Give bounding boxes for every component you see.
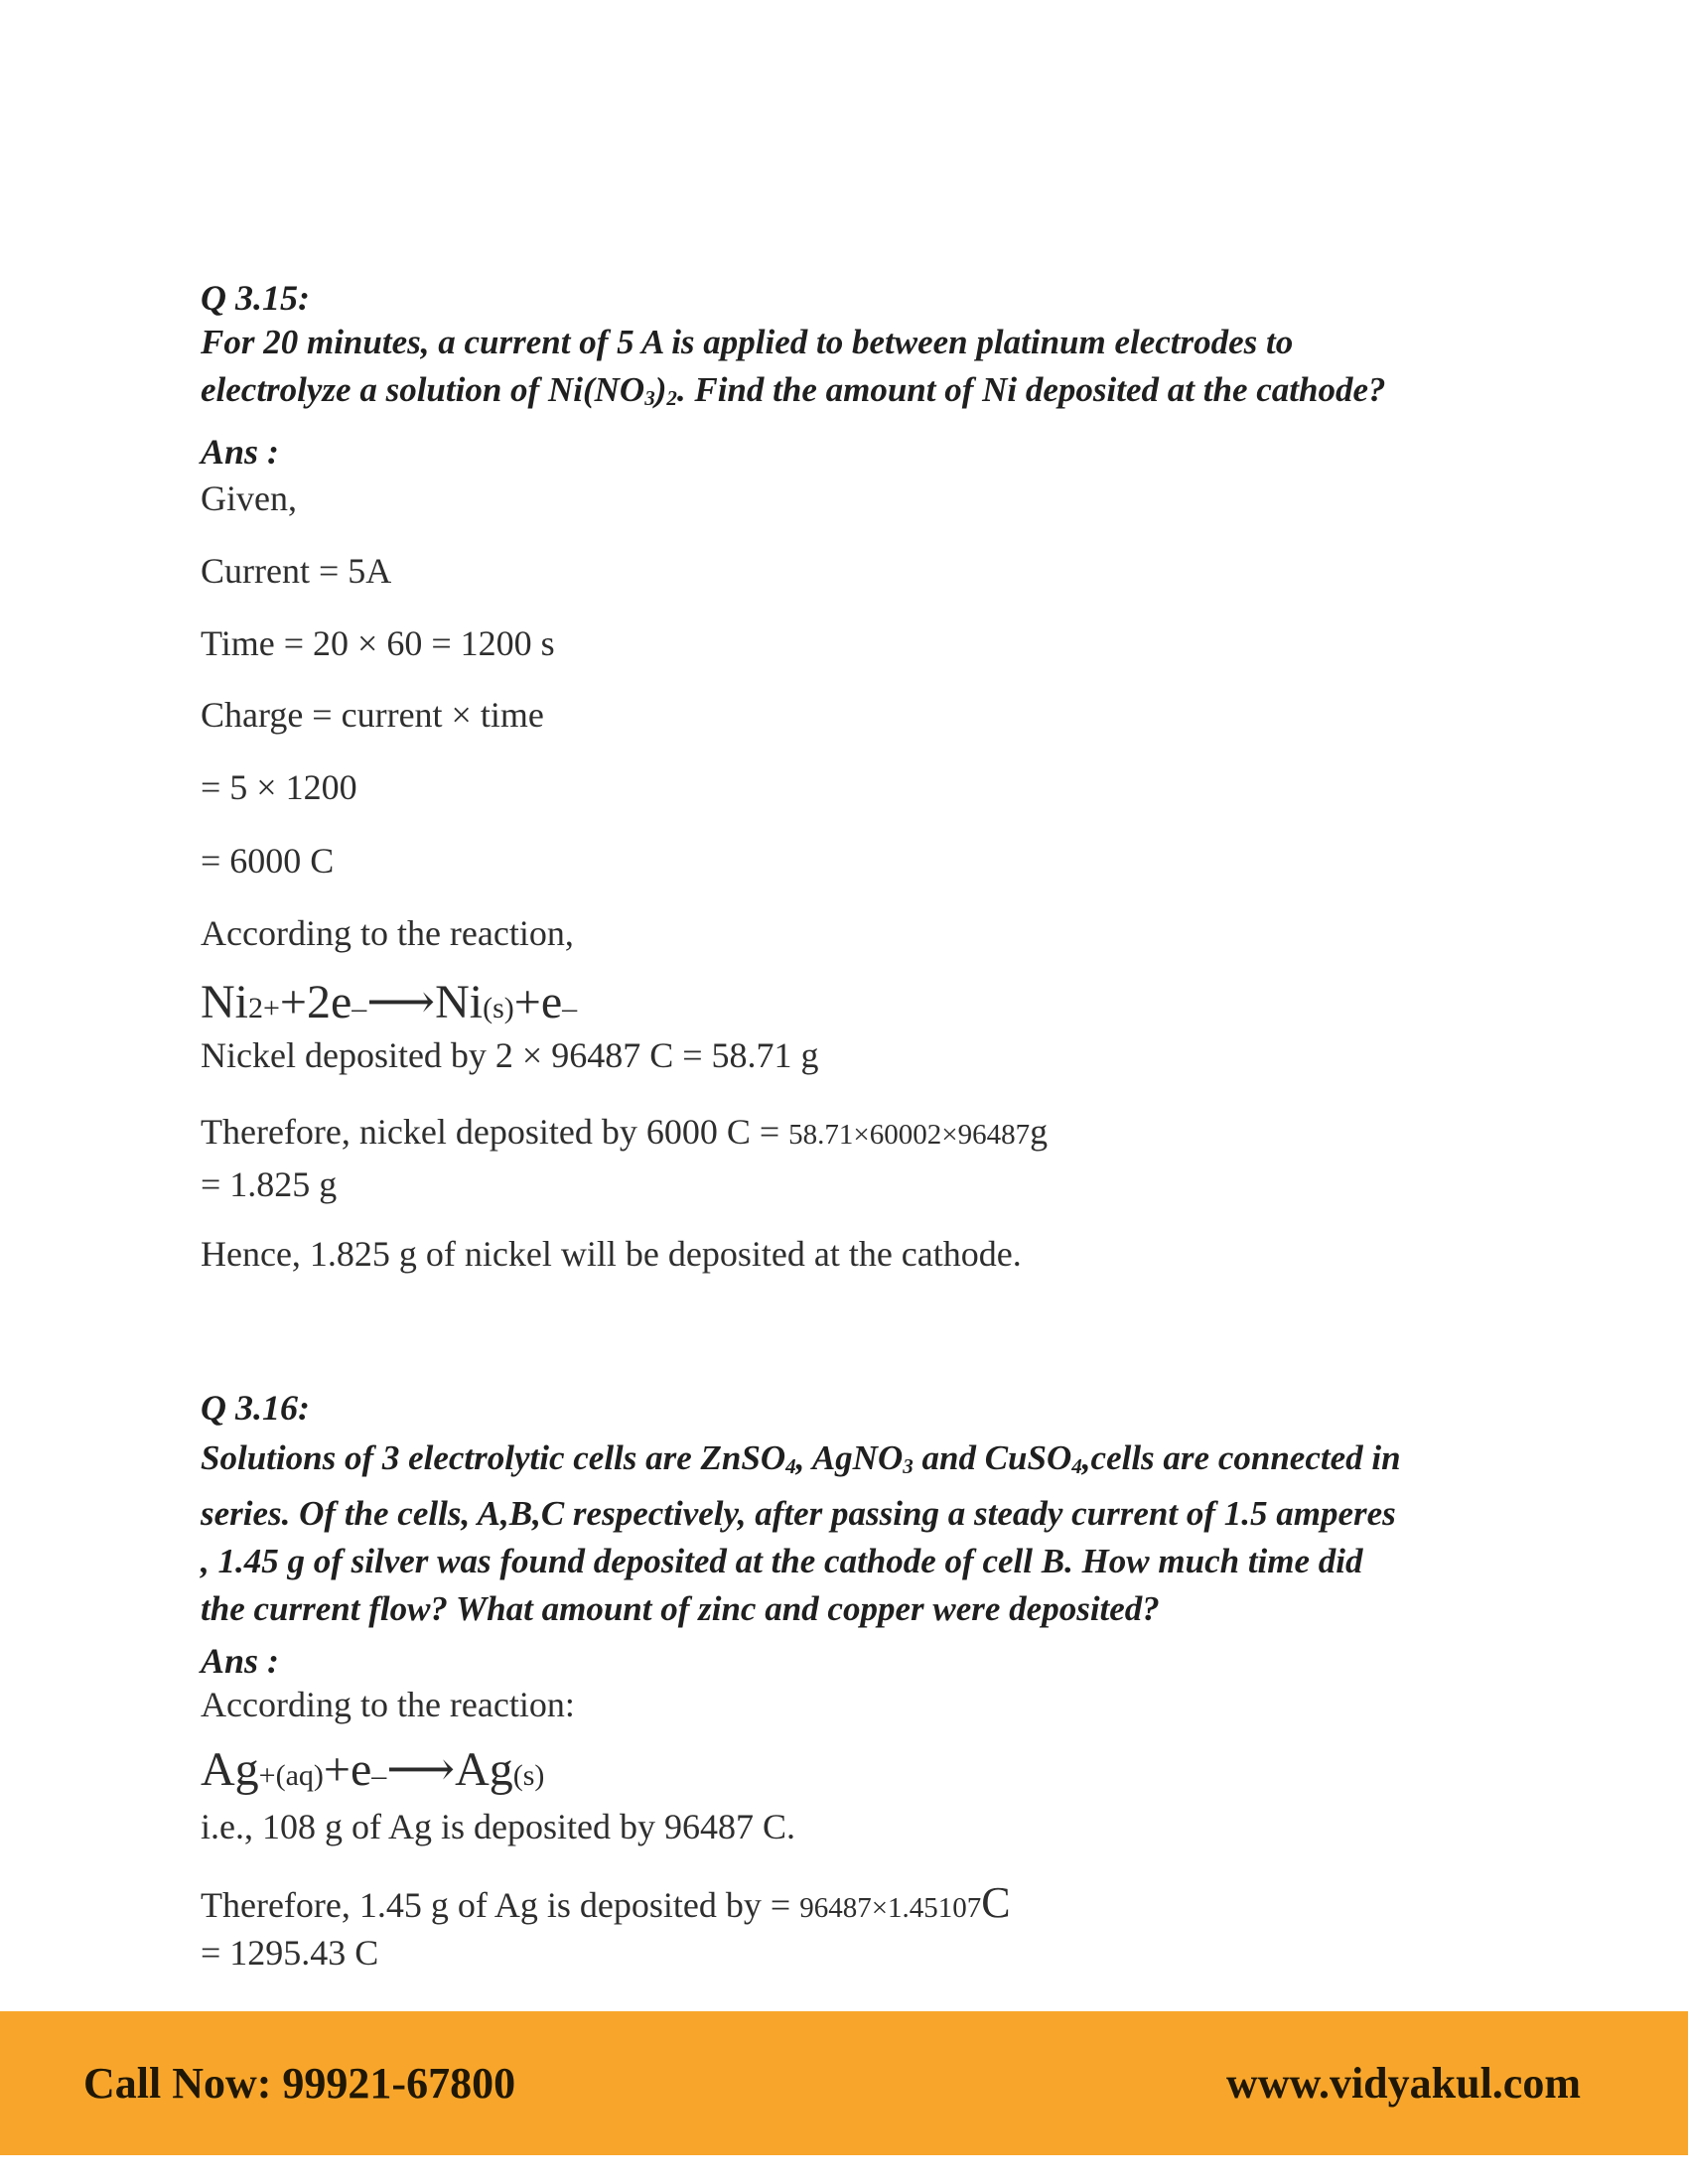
equation-charge: 2+: [248, 992, 280, 1024]
q315-ans-label: Ans :: [201, 432, 280, 472]
q315-hence-line: Hence, 1.825 g of nickel will be deposited at the cathode.: [201, 1234, 1022, 1274]
q316-therefore-line: [201, 1878, 1011, 1927]
q315-therefore-line: [201, 1114, 1048, 1150]
equation-charge-state: +(aq): [258, 1759, 324, 1792]
q316-question-line2: series. Of the cells, A,B,C respectively, after passing a steady current of 1.5 amperes: [201, 1494, 1396, 1533]
equation-part: +2e: [279, 976, 352, 1028]
q316-question: [201, 1434, 1401, 1633]
q316-question-line1-text: and CuSO: [913, 1438, 1072, 1477]
q316-question-line1-text: , AgNO: [795, 1438, 904, 1477]
q315-heading: Q 3.15:: [201, 278, 310, 318]
q316-result-line: = 1295.43 C: [201, 1933, 379, 1973]
q315-question: [201, 319, 1385, 422]
therefore-unit: g: [1030, 1112, 1049, 1152]
q316-according-line: According to the reaction:: [201, 1685, 575, 1724]
chem-subscript: 4: [785, 1454, 796, 1478]
q315-question-line1: For 20 minutes, a current of 5 A is applied to between platinum electrodes to: [201, 323, 1294, 361]
q315-current-line: Current = 5A: [201, 551, 392, 591]
q315-calc-line2: = 6000 C: [201, 841, 335, 881]
q316-question-line4: the current flow? What amount of zinc and copper were deposited?: [201, 1589, 1160, 1628]
footer-phone: Call Now: 99921-67800: [83, 2059, 516, 2108]
q316-heading: Q 3.16:: [201, 1388, 310, 1428]
chem-subscript: 4: [1071, 1454, 1082, 1478]
therefore-unit: C: [981, 1878, 1011, 1927]
equation-part: Ni: [201, 976, 248, 1028]
q315-charge-line: Charge = current × time: [201, 695, 544, 735]
q315-given-label: Given,: [201, 478, 297, 518]
q316-question-line1-text: Solutions of 3 electrolytic cells are ZnSO: [201, 1438, 786, 1477]
equation-state-label: (s): [483, 992, 514, 1024]
equation-electron-sign: –: [371, 1759, 387, 1792]
therefore-lead: Therefore, 1.45 g of Ag is deposited by =: [201, 1885, 800, 1925]
q315-result-line: = 1.825 g: [201, 1164, 338, 1204]
silver-reaction-equation: [201, 1743, 545, 1796]
q316-question-line1: [201, 1434, 1401, 1490]
q316-question-line1-text: ,cells are connected in: [1081, 1438, 1401, 1477]
q315-question-line2-text: electrolyze a solution of Ni(NO: [201, 370, 645, 409]
q316-question-line3: , 1.45 g of silver was found deposited at the cathode of cell B. How much time did: [201, 1542, 1363, 1580]
equation-electron-sign: –: [352, 992, 367, 1024]
equation-state-label: (s): [512, 1759, 545, 1792]
footer-website: www.vidyakul.com: [1226, 2059, 1581, 2108]
equation-part: Ag: [201, 1743, 259, 1796]
chem-subscript: 3: [903, 1454, 914, 1478]
equation-arrow-and-product: ⟶Ag: [386, 1743, 513, 1796]
chem-subscript: 3: [644, 386, 655, 410]
equation-electron-sign: –: [562, 992, 578, 1024]
q315-nickel-line: Nickel deposited by 2 × 96487 C = 58.71 g: [201, 1035, 819, 1075]
q315-question-line2-text: ): [654, 370, 667, 409]
q315-question-line2-text: . Find the amount of Ni deposited at the cathode?: [676, 370, 1386, 409]
inline-fraction: 58.71×60002×96487: [788, 1119, 1031, 1151]
therefore-lead: Therefore, nickel deposited by 6000 C =: [201, 1112, 789, 1152]
inline-fraction: 96487×1.45107: [799, 1892, 982, 1924]
equation-part: +e: [323, 1743, 372, 1796]
equation-part: +e: [513, 976, 563, 1028]
q315-question-line2: [201, 366, 1385, 422]
q315-according-line: According to the reaction,: [201, 913, 574, 953]
nickel-reaction-equation: [201, 976, 578, 1028]
chem-subscript: 2: [666, 386, 677, 410]
equation-arrow-and-product: ⟶Ni: [366, 976, 484, 1028]
footer-bar: [0, 2011, 1688, 2155]
q316-ie-line: i.e., 108 g of Ag is deposited by 96487 C.: [201, 1807, 795, 1846]
q315-calc-line1: = 5 × 1200: [201, 767, 357, 807]
q316-ans-label: Ans :: [201, 1641, 280, 1681]
q315-time-line: Time = 20 × 60 = 1200 s: [201, 623, 555, 663]
